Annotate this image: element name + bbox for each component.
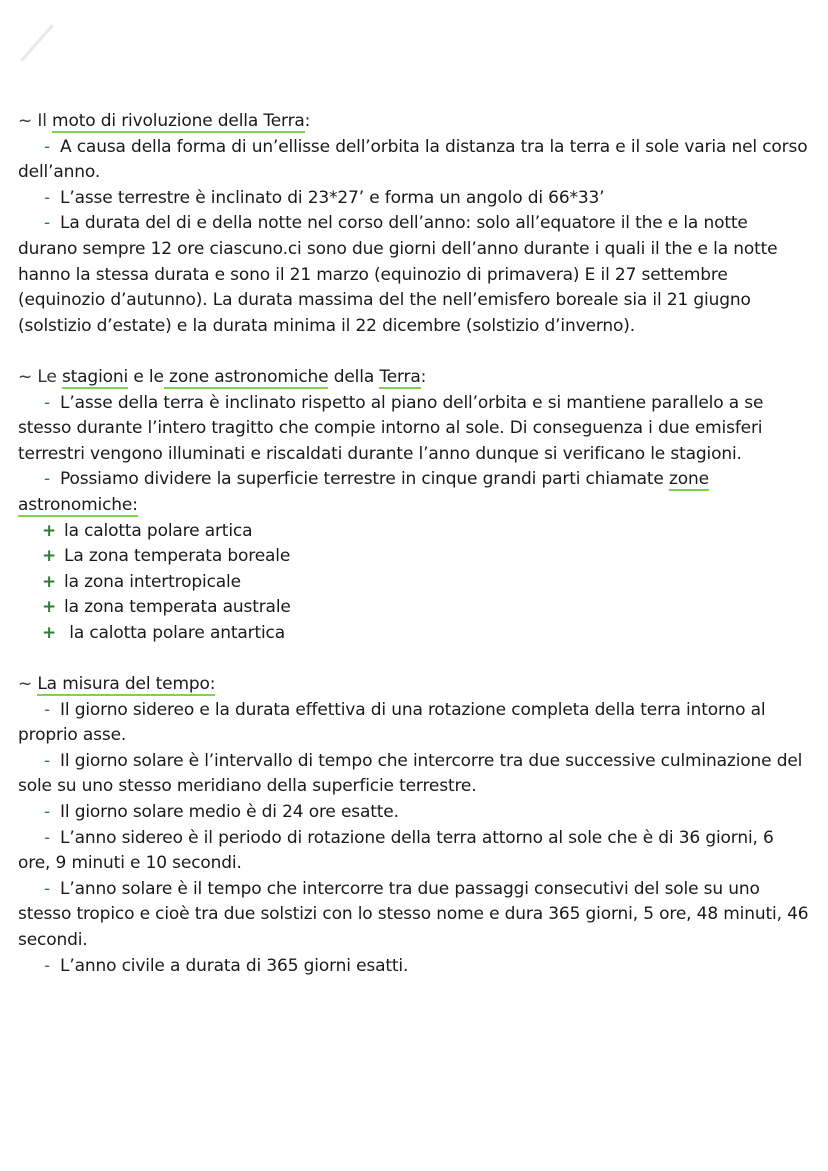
- list-item: - Possiamo dividere la superficie terrestre in cinque grandi parti chiamate zone astronomiche:: [18, 469, 709, 515]
- dash-marker: -: [44, 187, 50, 208]
- section-heading-rivoluzione: ~ Il moto di rivoluzione della Terra:: [18, 111, 311, 131]
- list-item: - Il giorno solare è l’intervallo di tempo che intercorre tra due successive culminazione del sole su uno stesso meridiano della superficie terrestre.: [18, 750, 803, 797]
- plus-marker: +: [42, 597, 57, 618]
- zone-list-item: + la zona temperata australe: [18, 595, 810, 621]
- list-item: - A causa della forma di un’ellisse dell’orbita la distanza tra la terra e il sole varia nel corso dell’anno.: [18, 136, 808, 183]
- zone-list-item: + la zona intertropicale: [18, 570, 810, 596]
- zone-list-item: + La zona temperata boreale: [18, 544, 810, 570]
- dash-marker: -: [44, 699, 50, 720]
- underlined-term: zone astronomiche:: [18, 469, 709, 515]
- document-body: [18, 109, 810, 979]
- list-item: - La durata del di e della notte nel corso dell’anno: solo all’equatore il the e la notte durano sempre 12 ore ciascuno.ci sono due giorni dell’anno durante i quali il the e la notte hanno la stessa durata e sono il 21 marzo (equinozio di primavera) E il 27 settembre (equinozio d’autunno). La durata massima del the nell’emisfero boreale sia il 21 giugno (solstizio d’estate) e la durata minima il 22 dicembre (solstizio d’inverno).: [18, 213, 778, 336]
- heading-underlined-text: La misura del tempo:: [37, 674, 216, 695]
- section-heading-misura-tempo: ~ La misura del tempo:: [18, 674, 216, 695]
- dash-marker: -: [44, 802, 50, 823]
- list-item: - L’asse terrestre è inclinato di 23*27’ e forma un angolo di 66*33’: [18, 186, 810, 212]
- zone-list-item: + la calotta polare antartica: [18, 621, 810, 647]
- list-item: - L’anno solare è il tempo che intercorre tra due passaggi consecutivi del sole su uno stesso tropico e cioè tra due solstizi con lo stesso nome e dura 365 giorni, 5 ore, 48 minuti, 46 secondi.: [18, 878, 809, 950]
- plus-marker: +: [42, 546, 57, 567]
- dash-marker: -: [44, 955, 50, 976]
- list-item: - L’anno sidereo è il periodo di rotazione della terra attorno al sole che è di 36 giorni, 6 ore, 9 minuti e 10 secondi.: [18, 827, 774, 874]
- heading-underlined-text: Terra: [379, 366, 421, 387]
- zone-list-item: + la calotta polare artica: [18, 519, 810, 545]
- dash-marker: -: [44, 750, 50, 771]
- list-item: - L’anno civile a durata di 365 giorni esatti.: [18, 954, 810, 980]
- plus-marker: +: [42, 520, 57, 541]
- dash-marker: -: [44, 392, 50, 413]
- list-item: - Il giorno solare medio è di 24 ore esatte.: [18, 800, 810, 826]
- list-item: - Il giorno sidereo e la durata effettiva di una rotazione completa della terra intorno al proprio asse.: [18, 699, 766, 746]
- heading-underlined-text: stagioni: [61, 366, 129, 387]
- dash-marker: -: [44, 469, 50, 490]
- heading-underlined-text: moto di rivoluzione della Terra: [52, 111, 305, 131]
- section-heading-stagioni: ~ Le stagioni e le zone astronomiche della Terra:: [18, 366, 427, 387]
- dash-marker: -: [44, 878, 50, 899]
- heading-underlined-text: zone astronomiche: [163, 366, 329, 387]
- list-item: - L’asse della terra è inclinato rispetto al piano dell’orbita e si mantiene parallelo a se stesso durante l’intero tragitto che compie intorno al sole. Di conseguenza i due emisferi terrestri vengono illuminati e riscaldati durante l’anno dunque si verificano le stagioni.: [18, 392, 764, 464]
- plus-marker: +: [42, 622, 57, 643]
- corner-scribble-mark: [18, 20, 62, 64]
- dash-marker: -: [44, 827, 50, 848]
- dash-marker: -: [44, 136, 50, 157]
- plus-marker: +: [42, 571, 57, 592]
- dash-marker: -: [44, 213, 50, 234]
